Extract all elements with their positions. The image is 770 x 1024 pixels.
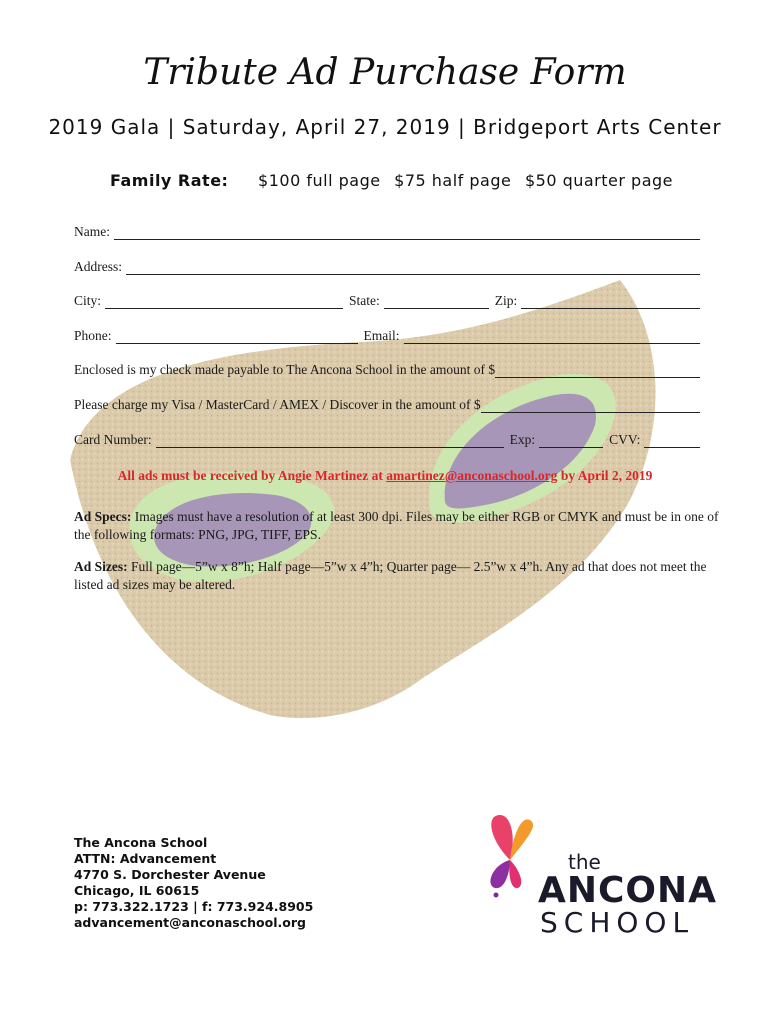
charge-amount-field[interactable]: [481, 398, 700, 413]
logo-school-text: SCHOOL: [540, 906, 695, 939]
butterfly-icon: [480, 810, 540, 900]
card-number-field[interactable]: [156, 433, 504, 448]
phone-email-row: [74, 324, 700, 344]
address-field[interactable]: [126, 260, 700, 275]
deadline-notice: [0, 468, 770, 484]
email-field[interactable]: [404, 329, 700, 344]
name-field[interactable]: [114, 225, 700, 240]
address-label: Address:: [74, 259, 122, 274]
charge-label: Please charge my Visa / MasterCard / AMEX / Discover in the amount of $: [74, 397, 481, 412]
zip-label: Zip:: [494, 293, 518, 308]
phone-field[interactable]: [116, 329, 358, 344]
notice-suffix: by April 2, 2019: [557, 468, 653, 483]
name-row: [74, 220, 700, 240]
address-line-phone-fax: p: 773.322.1723 | f: 773.924.8905: [74, 899, 314, 914]
zip-field[interactable]: [521, 294, 700, 309]
address-row: [74, 255, 700, 275]
notice-prefix: All ads must be received by Angie Martinez at: [117, 468, 387, 483]
cvv-label: CVV:: [609, 432, 641, 447]
mailing-address: [74, 835, 313, 931]
name-label: Name:: [74, 224, 110, 239]
rate-quarter-page: $50 quarter page: [524, 171, 673, 190]
address-line-school: The Ancona School: [74, 835, 208, 850]
ad-sizes-paragraph: [74, 558, 720, 594]
address-line-email: advancement@anconaschool.org: [74, 915, 306, 930]
rate-full-page: $100 full page: [258, 171, 381, 190]
card-number-row: [74, 428, 700, 448]
check-amount-field[interactable]: [495, 363, 700, 378]
check-label: Enclosed is my check made payable to The Ancona School in the amount of $: [74, 362, 496, 377]
event-subtitle: 2019 Gala | Saturday, April 27, 2019 | Bridgeport Arts Center: [48, 115, 722, 139]
state-label: State:: [349, 293, 380, 308]
address-line-city: Chicago, IL 60615: [74, 883, 200, 898]
address-line-street: 4770 S. Dorchester Avenue: [74, 867, 266, 882]
family-rates: [110, 171, 681, 190]
address-line-attn: ATTN: Advancement: [74, 851, 217, 866]
phone-label: Phone:: [74, 328, 112, 343]
cvv-field[interactable]: [644, 433, 700, 448]
exp-field[interactable]: [539, 433, 603, 448]
city-state-zip-row: [74, 289, 700, 309]
ad-specs-paragraph: [74, 508, 720, 544]
ad-specs-text: Images must have a resolution of at least 300 dpi. Files may be either RGB or CMYK and must be in one of the following formats: PNG, JPG, TIFF, EPS.: [74, 509, 719, 542]
email-label: Email:: [363, 328, 400, 343]
city-field[interactable]: [105, 294, 343, 309]
rate-half-page: $75 half page: [394, 171, 512, 190]
logo-ancona-text: ANCONA: [538, 870, 718, 911]
ad-sizes-label: Ad Sizes:: [74, 559, 128, 574]
exp-label: Exp:: [509, 432, 536, 447]
state-field[interactable]: [384, 294, 489, 309]
logo-the-text: the: [568, 850, 601, 874]
check-amount-row: [74, 358, 700, 378]
ad-sizes-text: Full page—5”w x 8”h; Half page—5”w x 4”h; Quarter page— 2.5”w x 4”h. Any ad that does not meet the listed ad sizes may be altered.: [74, 559, 707, 592]
charge-amount-row: [74, 393, 700, 413]
family-rate-label: Family Rate:: [110, 171, 229, 190]
ad-specs-label: Ad Specs:: [74, 509, 132, 524]
notice-email-link[interactable]: amartinez@anconaschool.org: [386, 468, 558, 483]
city-label: City:: [74, 293, 102, 308]
page-title: Tribute Ad Purchase Form: [143, 52, 627, 93]
card-number-label: Card Number:: [74, 432, 152, 447]
school-logo: [480, 810, 730, 950]
